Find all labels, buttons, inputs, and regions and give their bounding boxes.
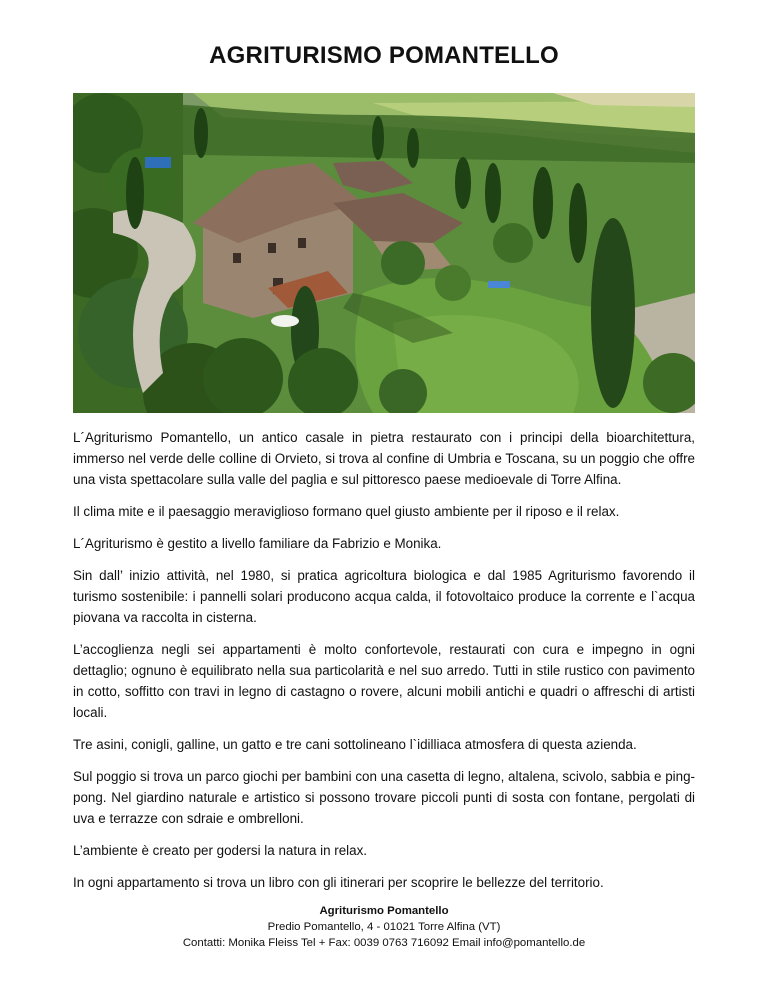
paragraph-family: L´Agriturismo è gestito a livello familiare da Fabrizio e Monika. (73, 536, 442, 551)
paragraph-animals: Tre asini, conigli, galline, un gatto e tre cani sottolineano l`idilliaca atmosfera di questa azienda. (73, 737, 637, 752)
page-title: AGRITURISMO POMANTELLO (209, 42, 559, 69)
footer-name: Agriturismo Pomantello (319, 905, 449, 917)
body-text (73, 427, 695, 904)
aerial-farmhouse-photo (73, 93, 695, 413)
paragraph-itineraries: In ogni appartamento si trova un libro con gli itinerari per scoprire le bellezze del territorio. (73, 875, 604, 890)
footer (0, 903, 768, 951)
footer-address: Predio Pomantello, 4 - 01021 Torre Alfina (VT) (267, 921, 501, 933)
footer-contacts: Contatti: Monika Fleiss Tel + Fax: 0039 0763 716092 Email info@pomantello.de (182, 937, 586, 949)
paragraph-apartments: L’accoglienza negli sei appartamenti è molto confortevole, restaurati con cura e impegno in ogni dettaglio; ognuno è equilibrato nella sua particolarità e nel suo arredo. Tutti in stile rustico con pavimento in cotto, soffitto con travi in legno di castagno o rovere, alcuni mobili antichi e quadri o affreschi di artisti locali. (73, 642, 695, 720)
paragraph-relax: L’ambiente è creato per godersi la natura in relax. (73, 843, 368, 858)
paragraph-garden: Sul poggio si trova un parco giochi per bambini con una casetta di legno, altalena, scivolo, sabbia e ping-pong. Nel giardino naturale e artistico si possono trovare piccoli punti di sosta con fontane, pergolati di uva e terrazze con sdraie e ombrelloni. (73, 769, 695, 826)
paragraph-intro: L´Agriturismo Pomantello, un antico casale in pietra restaurato con i principi della bioarchitettura, immerso nel verde delle colline di Orvieto, si trova al confine di Umbria e Toscana, su un poggio che offre una vista spettacolare sulla valle del paglia e sul pittoresco paese medioevale di Torre Alfina. (73, 430, 695, 487)
paragraph-history: Sin dall’ inizio attività, nel 1980, si pratica agricoltura biologica e dal 1985 Agriturismo favorendo il turismo sostenibile: i pannelli solari producono acqua calda, il fotovoltaico produce la corrente e l`acqua piovana va raccolta in cisterna. (73, 568, 695, 625)
paragraph-climate: Il clima mite e il paesaggio meraviglioso formano quel giusto ambiente per il riposo e il relax. (73, 504, 620, 519)
